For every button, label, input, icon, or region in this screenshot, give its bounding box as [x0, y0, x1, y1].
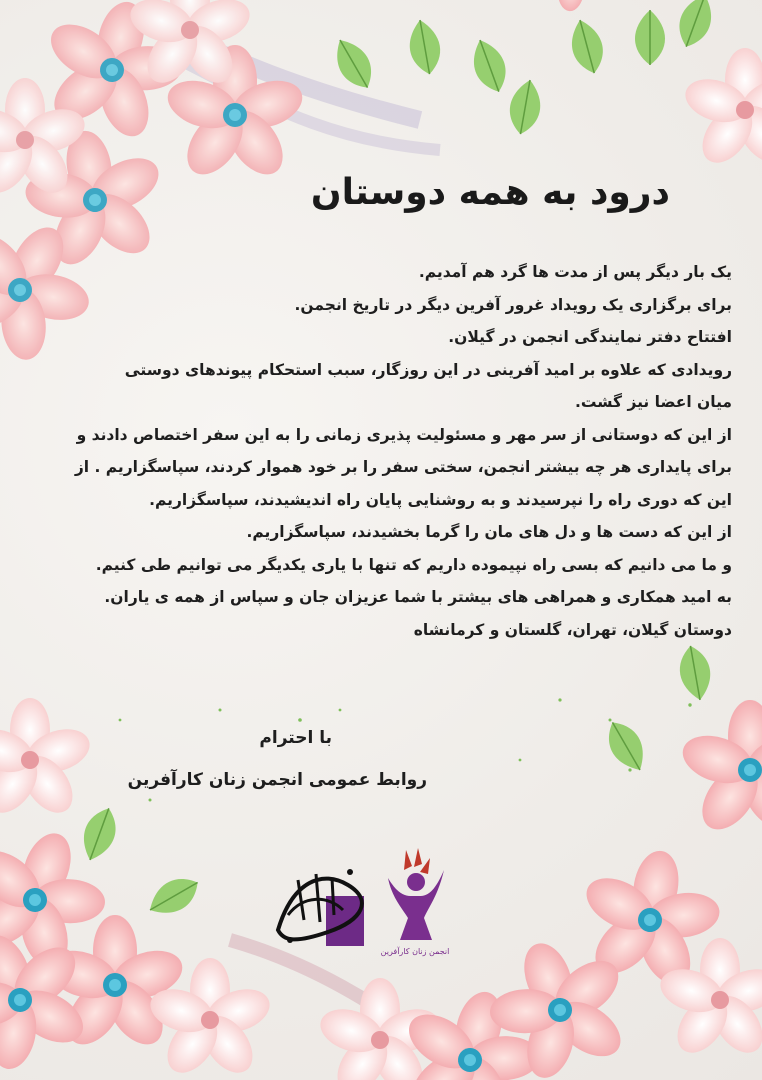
letter-line: افتتاح دفتر نمایندگی انجمن در گیلان.: [448, 328, 732, 346]
letter-line: و ما می دانیم که بسی راه نپیموده داریم که تنها با یاری یکدیگر می توانیم طی کنیم.: [95, 555, 732, 574]
signature-closing: با احترام: [259, 728, 332, 748]
figure-logo: [380, 848, 450, 958]
letter-line: رویدادی که علاوه بر امید آفرینی در این روزگار، سبب استحکام پیوندهای دوستی: [124, 360, 732, 379]
letter-line: برای پایداری هر چه بیشتر انجمن، سختی سفر را بر خود هموار کردند، سپاسگزاریم . از: [74, 458, 732, 476]
letter-line: به امید همکاری و همراهی های بیشتر با شما عزیزان جان و سپاس از همه ی یاران.: [104, 588, 732, 606]
figure-logo-caption: انجمن زنان کارآفرین: [380, 947, 450, 956]
calligraphy-logo: [268, 860, 368, 950]
letter-body: [27, 256, 732, 646]
signature-sender: روابط عمومی انجمن زنان کارآفرین: [127, 770, 427, 790]
letter-title: درود به همه دوستان: [310, 172, 670, 213]
letter-line: یک بار دیگر پس از مدت ها گرد هم آمدیم.: [418, 263, 732, 281]
letter-line: از این که دست ها و دل های مان را گرما بخشیدند، سپاسگزاریم.: [246, 523, 732, 541]
letter-line: برای برگزاری یک رویداد غرور آفرین دیگر در تاریخ انجمن.: [294, 295, 732, 314]
calligraphy-logo-mark: [268, 860, 368, 950]
letter-line: این که دوری راه را نپرسیدند و به روشنایی پایان راه اندیشیدند، سپاسگزاریم.: [149, 490, 732, 509]
letter-line: دوستان گیلان، تهران، گلستان و کرمانشاه: [413, 620, 732, 639]
figure-logo-mark: [380, 848, 450, 958]
letter-line: از این که دوستانی از سر مهر و مسئولیت پذیری زمانی را به این سفر اختصاص دادند و: [76, 425, 732, 444]
letter-line: میان اعضا نیز گشت.: [574, 393, 732, 411]
